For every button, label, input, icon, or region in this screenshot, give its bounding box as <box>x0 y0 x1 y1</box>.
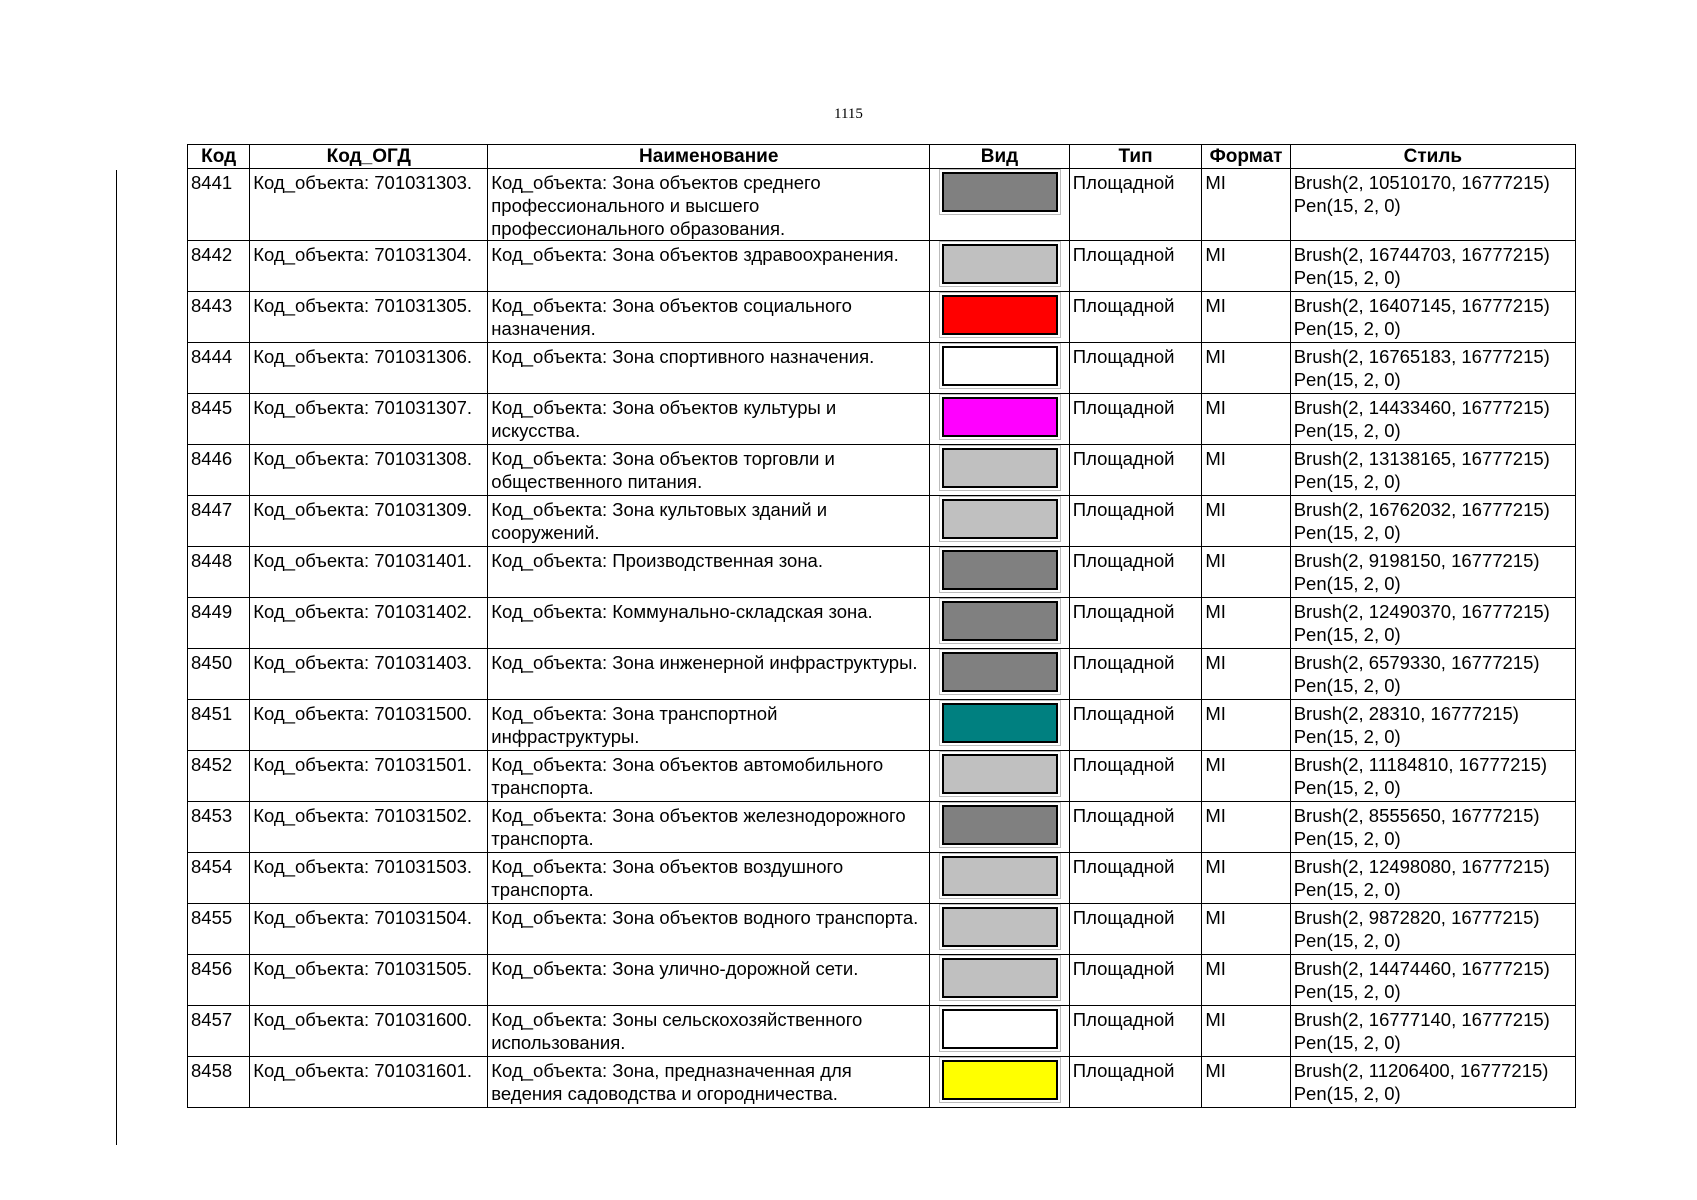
cell-ogd-code: Код_объекта: 701031504. <box>250 904 488 955</box>
cell-name: Код_объекта: Зона транспортной инфраструктуры. <box>488 700 930 751</box>
cell-name: Код_объекта: Зона объектов железнодорожного транспорта. <box>488 802 930 853</box>
pen-style: Pen(15, 2, 0) <box>1293 1032 1401 1053</box>
cell-view <box>930 1006 1070 1057</box>
cell-type: Площадной <box>1069 802 1202 853</box>
cell-code: 8450 <box>188 649 250 700</box>
cell-style <box>1290 700 1575 751</box>
cell-ogd-code: Код_объекта: 701031304. <box>250 241 488 292</box>
cell-format: MI <box>1202 598 1290 649</box>
cell-ogd-code: Код_объекта: 701031601. <box>250 1057 488 1108</box>
cell-format: MI <box>1202 394 1290 445</box>
cell-ogd-code: Код_объекта: 701031401. <box>250 547 488 598</box>
pen-style: Pen(15, 2, 0) <box>1293 777 1401 798</box>
cell-format: MI <box>1202 496 1290 547</box>
cell-view <box>930 853 1070 904</box>
page-number: 1115 <box>834 106 863 122</box>
column-header-view: Вид <box>930 145 1070 169</box>
cell-view <box>930 1057 1070 1108</box>
cell-code: 8452 <box>188 751 250 802</box>
pen-style: Pen(15, 2, 0) <box>1293 1083 1401 1104</box>
cell-format: MI <box>1202 547 1290 598</box>
cell-view <box>930 598 1070 649</box>
cell-view <box>930 343 1070 394</box>
cell-format: MI <box>1202 1006 1290 1057</box>
cell-format: MI <box>1202 343 1290 394</box>
pen-style: Pen(15, 2, 0) <box>1293 726 1401 747</box>
column-header-ogd-code: Код_ОГД <box>250 145 488 169</box>
fill-swatch <box>942 856 1058 896</box>
fill-swatch <box>942 244 1058 284</box>
cell-view <box>930 751 1070 802</box>
margin-line <box>116 170 117 1145</box>
cell-name: Код_объекта: Зона объектов воздушного транспорта. <box>488 853 930 904</box>
cell-ogd-code: Код_объекта: 701031505. <box>250 955 488 1006</box>
brush-style: Brush(2, 28310, 16777215) <box>1293 703 1519 724</box>
fill-swatch <box>942 499 1058 539</box>
cell-view <box>930 700 1070 751</box>
cell-name: Код_объекта: Зона улично-дорожной сети. <box>488 955 930 1006</box>
cell-code: 8449 <box>188 598 250 649</box>
fill-swatch <box>942 958 1058 998</box>
brush-style: Brush(2, 12498080, 16777215) <box>1293 856 1550 877</box>
table-row <box>188 343 1576 394</box>
cell-format: MI <box>1202 649 1290 700</box>
cell-format: MI <box>1202 802 1290 853</box>
cell-ogd-code: Код_объекта: 701031501. <box>250 751 488 802</box>
brush-style: Brush(2, 14433460, 16777215) <box>1293 397 1550 418</box>
cell-type: Площадной <box>1069 955 1202 1006</box>
cell-style <box>1290 802 1575 853</box>
fill-swatch <box>942 703 1058 743</box>
cell-format: MI <box>1202 292 1290 343</box>
brush-style: Brush(2, 11206400, 16777215) <box>1293 1060 1549 1081</box>
brush-style: Brush(2, 8555650, 16777215) <box>1293 805 1540 826</box>
cell-ogd-code: Код_объекта: 701031503. <box>250 853 488 904</box>
cell-code: 8444 <box>188 343 250 394</box>
column-header-format: Формат <box>1202 145 1290 169</box>
fill-swatch <box>942 295 1058 335</box>
cell-code: 8451 <box>188 700 250 751</box>
cell-style <box>1290 1057 1575 1108</box>
table-row <box>188 955 1576 1006</box>
table-row <box>188 700 1576 751</box>
table-row <box>188 547 1576 598</box>
fill-swatch <box>942 397 1058 437</box>
cell-type: Площадной <box>1069 343 1202 394</box>
cell-ogd-code: Код_объекта: 701031305. <box>250 292 488 343</box>
cell-style <box>1290 292 1575 343</box>
fill-swatch <box>942 907 1058 947</box>
cell-ogd-code: Код_объекта: 701031502. <box>250 802 488 853</box>
fill-swatch <box>942 1009 1058 1049</box>
cell-view <box>930 955 1070 1006</box>
cell-name: Код_объекта: Зона объектов водного транспорта. <box>488 904 930 955</box>
fill-swatch <box>942 346 1058 386</box>
cell-type: Площадной <box>1069 292 1202 343</box>
cell-type: Площадной <box>1069 547 1202 598</box>
cell-style <box>1290 394 1575 445</box>
pen-style: Pen(15, 2, 0) <box>1293 522 1401 543</box>
pen-style: Pen(15, 2, 0) <box>1293 318 1401 339</box>
cell-ogd-code: Код_объекта: 701031600. <box>250 1006 488 1057</box>
brush-style: Brush(2, 13138165, 16777215) <box>1293 448 1550 469</box>
cell-style <box>1290 496 1575 547</box>
cell-style <box>1290 241 1575 292</box>
pen-style: Pen(15, 2, 0) <box>1293 828 1401 849</box>
brush-style: Brush(2, 16777140, 16777215) <box>1293 1009 1550 1030</box>
cell-type: Площадной <box>1069 904 1202 955</box>
pen-style: Pen(15, 2, 0) <box>1293 675 1401 696</box>
cell-code: 8445 <box>188 394 250 445</box>
cell-name: Код_объекта: Зоны сельскохозяйственного использования. <box>488 1006 930 1057</box>
table-row <box>188 751 1576 802</box>
column-header-type: Тип <box>1069 145 1202 169</box>
table-header-row <box>188 145 1576 169</box>
cell-code: 8456 <box>188 955 250 1006</box>
cell-view <box>930 547 1070 598</box>
cell-style <box>1290 1006 1575 1057</box>
cell-ogd-code: Код_объекта: 701031307. <box>250 394 488 445</box>
cell-name: Код_объекта: Производственная зона. <box>488 547 930 598</box>
brush-style: Brush(2, 12490370, 16777215) <box>1293 601 1550 622</box>
cell-style <box>1290 649 1575 700</box>
cell-ogd-code: Код_объекта: 701031306. <box>250 343 488 394</box>
cell-style <box>1290 343 1575 394</box>
cell-code: 8443 <box>188 292 250 343</box>
table-row <box>188 1057 1576 1108</box>
cell-style <box>1290 445 1575 496</box>
cell-type: Площадной <box>1069 241 1202 292</box>
fill-swatch <box>942 448 1058 488</box>
table-row <box>188 904 1576 955</box>
brush-style: Brush(2, 16744703, 16777215) <box>1293 244 1550 265</box>
fill-swatch <box>942 652 1058 692</box>
column-header-name: Наименование <box>488 145 930 169</box>
pen-style: Pen(15, 2, 0) <box>1293 369 1401 390</box>
cell-view <box>930 904 1070 955</box>
cell-name: Код_объекта: Зона объектов торговли и общественного питания. <box>488 445 930 496</box>
pen-style: Pen(15, 2, 0) <box>1293 879 1401 900</box>
cell-ogd-code: Код_объекта: 701031309. <box>250 496 488 547</box>
cell-format: MI <box>1202 1057 1290 1108</box>
cell-code: 8446 <box>188 445 250 496</box>
table-row <box>188 802 1576 853</box>
cell-name: Код_объекта: Зона объектов социального назначения. <box>488 292 930 343</box>
cell-type: Площадной <box>1069 394 1202 445</box>
table-row <box>188 394 1576 445</box>
cell-type: Площадной <box>1069 649 1202 700</box>
cell-view <box>930 496 1070 547</box>
cell-code: 8448 <box>188 547 250 598</box>
table-row <box>188 241 1576 292</box>
cell-ogd-code: Код_объекта: 701031500. <box>250 700 488 751</box>
cell-name: Код_объекта: Зона инженерной инфраструктуры. <box>488 649 930 700</box>
brush-style: Brush(2, 14474460, 16777215) <box>1293 958 1550 979</box>
cell-format: MI <box>1202 751 1290 802</box>
table-row <box>188 598 1576 649</box>
cell-type: Площадной <box>1069 1006 1202 1057</box>
cell-code: 8455 <box>188 904 250 955</box>
cell-code: 8454 <box>188 853 250 904</box>
brush-style: Brush(2, 6579330, 16777215) <box>1293 652 1540 673</box>
column-header-code: Код <box>188 145 250 169</box>
table-row <box>188 169 1576 241</box>
cell-name: Код_объекта: Зона, предназначенная для ведения садоводства и огородничества. <box>488 1057 930 1108</box>
cell-format: MI <box>1202 700 1290 751</box>
cell-view <box>930 292 1070 343</box>
cell-name: Код_объекта: Коммунально-складская зона. <box>488 598 930 649</box>
cell-type: Площадной <box>1069 169 1202 241</box>
cell-name: Код_объекта: Зона объектов культуры и искусства. <box>488 394 930 445</box>
fill-swatch <box>942 550 1058 590</box>
fill-swatch <box>942 601 1058 641</box>
brush-style: Brush(2, 11184810, 16777215) <box>1293 754 1548 775</box>
cell-style <box>1290 904 1575 955</box>
fill-swatch <box>942 172 1058 212</box>
cell-style <box>1290 853 1575 904</box>
pen-style: Pen(15, 2, 0) <box>1293 573 1401 594</box>
cell-code: 8457 <box>188 1006 250 1057</box>
cell-name: Код_объекта: Зона спортивного назначения. <box>488 343 930 394</box>
pen-style: Pen(15, 2, 0) <box>1293 195 1401 216</box>
cell-code: 8447 <box>188 496 250 547</box>
cell-type: Площадной <box>1069 853 1202 904</box>
cell-name: Код_объекта: Зона объектов здравоохранения. <box>488 241 930 292</box>
cell-ogd-code: Код_объекта: 701031308. <box>250 445 488 496</box>
cell-style <box>1290 547 1575 598</box>
cell-code: 8442 <box>188 241 250 292</box>
fill-swatch <box>942 754 1058 794</box>
cell-format: MI <box>1202 955 1290 1006</box>
table-row <box>188 853 1576 904</box>
cell-view <box>930 241 1070 292</box>
cell-type: Площадной <box>1069 751 1202 802</box>
cell-view <box>930 394 1070 445</box>
cell-name: Код_объекта: Зона культовых зданий и сооружений. <box>488 496 930 547</box>
cell-view <box>930 169 1070 241</box>
cell-type: Площадной <box>1069 445 1202 496</box>
cell-type: Площадной <box>1069 598 1202 649</box>
pen-style: Pen(15, 2, 0) <box>1293 267 1401 288</box>
brush-style: Brush(2, 9198150, 16777215) <box>1293 550 1540 571</box>
cell-style <box>1290 955 1575 1006</box>
brush-style: Brush(2, 16762032, 16777215) <box>1293 499 1550 520</box>
fill-swatch <box>942 805 1058 845</box>
cell-ogd-code: Код_объекта: 701031402. <box>250 598 488 649</box>
table-row <box>188 445 1576 496</box>
brush-style: Brush(2, 10510170, 16777215) <box>1293 172 1550 193</box>
table-row <box>188 1006 1576 1057</box>
cell-type: Площадной <box>1069 1057 1202 1108</box>
cell-type: Площадной <box>1069 700 1202 751</box>
pen-style: Pen(15, 2, 0) <box>1293 420 1401 441</box>
cell-format: MI <box>1202 445 1290 496</box>
cell-name: Код_объекта: Зона объектов среднего профессионального и высшего профессионального образования. <box>488 169 930 241</box>
table-row <box>188 292 1576 343</box>
cell-code: 8458 <box>188 1057 250 1108</box>
cell-ogd-code: Код_объекта: 701031303. <box>250 169 488 241</box>
cell-code: 8441 <box>188 169 250 241</box>
cell-format: MI <box>1202 241 1290 292</box>
symbol-code-table <box>187 144 1576 1108</box>
table-row <box>188 496 1576 547</box>
cell-view <box>930 649 1070 700</box>
cell-type: Площадной <box>1069 496 1202 547</box>
cell-format: MI <box>1202 904 1290 955</box>
cell-view <box>930 445 1070 496</box>
pen-style: Pen(15, 2, 0) <box>1293 981 1401 1002</box>
table-body <box>188 169 1576 1108</box>
column-header-style: Стиль <box>1290 145 1575 169</box>
cell-ogd-code: Код_объекта: 701031403. <box>250 649 488 700</box>
cell-format: MI <box>1202 853 1290 904</box>
cell-code: 8453 <box>188 802 250 853</box>
cell-style <box>1290 751 1575 802</box>
pen-style: Pen(15, 2, 0) <box>1293 930 1401 951</box>
pen-style: Pen(15, 2, 0) <box>1293 471 1401 492</box>
cell-style <box>1290 169 1575 241</box>
fill-swatch <box>942 1060 1058 1100</box>
cell-view <box>930 802 1070 853</box>
brush-style: Brush(2, 9872820, 16777215) <box>1293 907 1540 928</box>
brush-style: Brush(2, 16765183, 16777215) <box>1293 346 1550 367</box>
cell-format: MI <box>1202 169 1290 241</box>
pen-style: Pen(15, 2, 0) <box>1293 624 1401 645</box>
table-row <box>188 649 1576 700</box>
cell-style <box>1290 598 1575 649</box>
cell-name: Код_объекта: Зона объектов автомобильного транспорта. <box>488 751 930 802</box>
brush-style: Brush(2, 16407145, 16777215) <box>1293 295 1550 316</box>
